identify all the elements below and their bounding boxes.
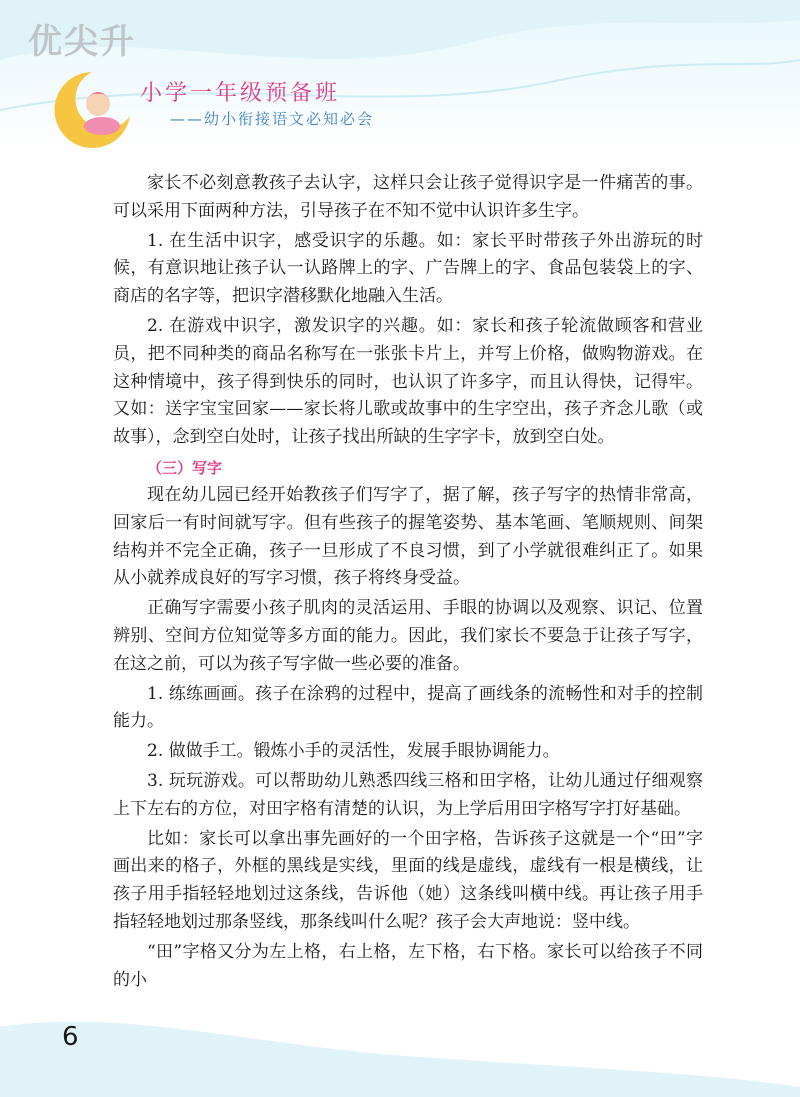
banner-title: 小学一年级预备班 — [140, 81, 341, 106]
paragraph: 现在幼儿园已经开始教孩子们写字了，据了解，孩子写字的热情非常高，回家后一有时间就写字。但有些孩子的握笔姿势、基本笔画、笔顺规则、间架结构并不完全正确，孩子一旦形成了不良习惯，到了小学就很难纠正了。如果从小就养成良好的写字习惯，孩子将终身受益。 — [113, 484, 703, 589]
paragraph: 1. 在生活中识字，感受识字的乐趣。如：家长平时带孩子外出游玩的时候，有意识地让孩子认一认路牌上的字、广告牌上的字、食品包装袋上的字、商店的名字等，把识字潜移默化地融入生活。 — [113, 230, 703, 307]
paragraph: 3. 玩玩游戏。可以帮助幼儿熟悉四线三格和田字格，让幼儿通过仔细观察上下左右的方位，对田字格有清楚的认识，为上学后用田字格写字打好基础。 — [113, 770, 703, 819]
paragraph: 比如：家长可以拿出事先画好的一个田字格，告诉孩子这就是一个“田”字画出来的格子，外框的黑线是实线，里面的线是虚线，虚线有一根是横线，让孩子用手指轻轻地划过这条线，告诉他（她）这条线叫横中线。再让孩子用手指轻轻地划过那条竖线，那条线叫什么呢？孩子会大声地说：竖中线。 — [113, 828, 703, 932]
paragraph: 2. 在游戏中识字，激发识字的兴趣。如：家长和孩子轮流做顾客和营业员，把不同种类的商品名称写在一张张卡片上，并写上价格，做购物游戏。在这种情境中，孩子得到快乐的同时，也认识了许多字，而且认得快，记得牢。又如：送字宝宝回家——家长将儿歌或故事中的生字空出，孩子齐念儿歌（或故事），念到空白处时，让孩子找出所缺的生字字卡，放到空白处。 — [113, 315, 703, 448]
paragraph: “田”字格又分为左上格，右上格，左下格，右下格。家长可以给孩子不同的小 — [113, 941, 703, 990]
section-heading: （三）写字 — [147, 458, 223, 477]
paragraph: 2. 做做手工。锻炼小手的灵活性，发展手眼协调能力。 — [147, 741, 560, 762]
paragraph: 1. 练练画画。孩子在涂鸦的过程中，提高了画线条的流畅性和对手的控制能力。 — [113, 683, 703, 732]
page-number: 6 — [62, 1022, 79, 1052]
moon-child-illustration — [52, 70, 132, 150]
paragraph: 家长不必刻意教孩子去认字，这样只会让孩子觉得识字是一件痛苦的事。可以采用下面两种方法，引导孩子在不知不觉中认识许多生字。 — [113, 173, 703, 221]
page-content — [113, 170, 703, 996]
footer-wave-decoration — [0, 987, 800, 1097]
brand-logo-text: 优尖升 — [28, 22, 136, 62]
paragraph: 正确写字需要小孩子肌肉的灵活运用、手眼的协调以及观察、识记、位置辨别、空间方位知觉等多方面的能力。因此，我们家长不要急于让孩子写字，在这之前，可以为孩子写字做一些必要的准备。 — [113, 598, 703, 674]
banner-subtitle: ——幼小衔接语文必知必会 — [170, 110, 375, 128]
